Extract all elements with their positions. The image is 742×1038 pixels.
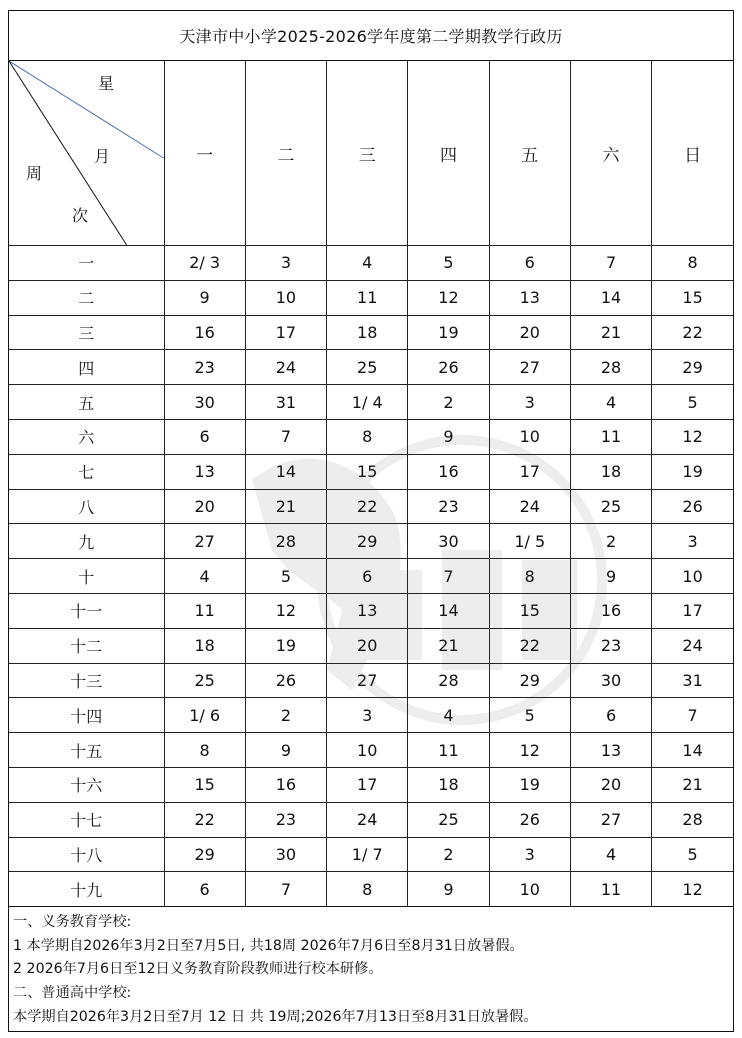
date-cell: 2: [570, 524, 651, 559]
date-cell: 10: [489, 872, 570, 907]
week-label: 八: [9, 489, 164, 524]
date-cell: 5: [489, 698, 570, 733]
date-cell: 29: [327, 524, 408, 559]
date-cell: 8: [164, 733, 245, 768]
date-cell: 12: [245, 593, 326, 628]
date-cell: 28: [408, 663, 489, 698]
date-cell: 9: [570, 559, 651, 594]
diagonal-header-cell: [9, 61, 164, 246]
date-cell: 14: [245, 454, 326, 489]
weekday-header: 四: [408, 61, 489, 246]
date-cell: 1/ 7: [327, 837, 408, 872]
date-cell: 6: [164, 419, 245, 454]
date-cell: 10: [245, 280, 326, 315]
date-cell: 7: [570, 246, 651, 281]
date-cell: 7: [652, 698, 733, 733]
date-cell: 12: [652, 419, 733, 454]
note-line: 一、义务教育学校:: [13, 914, 132, 931]
week-row: [9, 419, 733, 454]
week-row: [9, 489, 733, 524]
week-label: 十九: [9, 872, 164, 907]
date-cell: 3: [245, 246, 326, 281]
date-cell: 4: [327, 246, 408, 281]
corner-label-week: 周: [26, 164, 43, 183]
date-cell: 10: [652, 559, 733, 594]
date-cell: 18: [408, 767, 489, 802]
week-label: 九: [9, 524, 164, 559]
date-cell: 29: [652, 350, 733, 385]
date-cell: 20: [489, 315, 570, 350]
weekday-header: 六: [570, 61, 651, 246]
date-cell: 25: [164, 663, 245, 698]
date-cell: 14: [408, 593, 489, 628]
date-cell: 5: [408, 246, 489, 281]
date-cell: 11: [570, 419, 651, 454]
date-cell: 5: [652, 385, 733, 420]
date-cell: 26: [408, 350, 489, 385]
week-label: 四: [9, 350, 164, 385]
date-cell: 21: [245, 489, 326, 524]
week-row: [9, 246, 733, 281]
date-cell: 17: [652, 593, 733, 628]
date-cell: 7: [245, 419, 326, 454]
corner-label-ci: 次: [72, 206, 89, 225]
date-cell: 30: [570, 663, 651, 698]
date-cell: 4: [408, 698, 489, 733]
date-cell: 25: [408, 802, 489, 837]
week-label: 一: [9, 246, 164, 281]
weekday-header: 三: [327, 61, 408, 246]
date-cell: 9: [408, 419, 489, 454]
week-label: 十三: [9, 663, 164, 698]
corner-label-star: 星: [98, 74, 115, 93]
note-line: 1 本学期自2026年3月2日至7月5日, 共18周 2026年7月6日至8月31日放暑假。: [13, 937, 524, 954]
week-label: 五: [9, 385, 164, 420]
date-cell: 23: [245, 802, 326, 837]
date-cell: 19: [652, 454, 733, 489]
date-cell: 30: [408, 524, 489, 559]
date-cell: 24: [245, 350, 326, 385]
date-cell: 16: [570, 593, 651, 628]
date-cell: 6: [489, 246, 570, 281]
date-cell: 16: [245, 767, 326, 802]
date-cell: 11: [164, 593, 245, 628]
date-cell: 11: [327, 280, 408, 315]
week-label: 六: [9, 419, 164, 454]
note-line: 2 2026年7月6日至12日义务教育阶段教师进行校本研修。: [13, 961, 383, 978]
date-cell: 29: [489, 663, 570, 698]
date-cell: 12: [489, 733, 570, 768]
date-cell: 5: [245, 559, 326, 594]
date-cell: 15: [489, 593, 570, 628]
date-cell: 26: [245, 663, 326, 698]
date-cell: 29: [164, 837, 245, 872]
date-cell: 22: [489, 628, 570, 663]
date-cell: 3: [652, 524, 733, 559]
corner-label-month: 月: [94, 147, 111, 166]
week-label: 十四: [9, 698, 164, 733]
date-cell: 21: [570, 315, 651, 350]
date-cell: 17: [245, 315, 326, 350]
week-label: 十一: [9, 593, 164, 628]
date-cell: 4: [164, 559, 245, 594]
week-row: [9, 767, 733, 802]
date-cell: 24: [489, 489, 570, 524]
page-title: 天津市中小学2025-2026学年度第二学期教学行政历: [9, 11, 733, 61]
date-cell: 27: [570, 802, 651, 837]
week-label: 七: [9, 454, 164, 489]
date-cell: 9: [245, 733, 326, 768]
week-row: [9, 733, 733, 768]
date-cell: 14: [570, 280, 651, 315]
week-label: 十六: [9, 767, 164, 802]
date-cell: 2: [408, 837, 489, 872]
date-cell: 6: [570, 698, 651, 733]
date-cell: 30: [245, 837, 326, 872]
date-cell: 15: [164, 767, 245, 802]
date-cell: 1/ 5: [489, 524, 570, 559]
week-label: 十二: [9, 628, 164, 663]
date-cell: 6: [327, 559, 408, 594]
calendar-table: [9, 61, 733, 907]
date-cell: 23: [570, 628, 651, 663]
weekday-header: 二: [245, 61, 326, 246]
date-cell: 20: [327, 628, 408, 663]
date-cell: 20: [164, 489, 245, 524]
week-row: [9, 663, 733, 698]
date-cell: 16: [164, 315, 245, 350]
week-row: [9, 872, 733, 907]
date-cell: 4: [570, 385, 651, 420]
date-cell: 18: [570, 454, 651, 489]
date-cell: 31: [652, 663, 733, 698]
date-cell: 13: [327, 593, 408, 628]
date-cell: 13: [489, 280, 570, 315]
weekday-header: 五: [489, 61, 570, 246]
date-cell: 11: [408, 733, 489, 768]
date-cell: 17: [489, 454, 570, 489]
date-cell: 26: [489, 802, 570, 837]
notes-section: [9, 907, 733, 1029]
date-cell: 2: [245, 698, 326, 733]
week-row: [9, 628, 733, 663]
date-cell: 1/ 4: [327, 385, 408, 420]
date-cell: 13: [570, 733, 651, 768]
date-cell: 23: [408, 489, 489, 524]
date-cell: 19: [245, 628, 326, 663]
date-cell: 2/ 3: [164, 246, 245, 281]
date-cell: 15: [652, 280, 733, 315]
date-cell: 22: [164, 802, 245, 837]
week-label: 十: [9, 559, 164, 594]
date-cell: 3: [489, 837, 570, 872]
date-cell: 14: [652, 733, 733, 768]
week-row: [9, 454, 733, 489]
date-cell: 7: [408, 559, 489, 594]
date-cell: 23: [164, 350, 245, 385]
date-cell: 31: [245, 385, 326, 420]
date-cell: 13: [164, 454, 245, 489]
week-row: [9, 524, 733, 559]
date-cell: 27: [327, 663, 408, 698]
date-cell: 11: [570, 872, 651, 907]
date-cell: 18: [164, 628, 245, 663]
date-cell: 15: [327, 454, 408, 489]
date-cell: 19: [408, 315, 489, 350]
date-cell: 1/ 6: [164, 698, 245, 733]
date-cell: 8: [327, 872, 408, 907]
date-cell: 10: [489, 419, 570, 454]
date-cell: 5: [652, 837, 733, 872]
date-cell: 12: [652, 872, 733, 907]
week-row: [9, 385, 733, 420]
date-cell: 16: [408, 454, 489, 489]
date-cell: 22: [652, 315, 733, 350]
date-cell: 28: [245, 524, 326, 559]
date-cell: 25: [327, 350, 408, 385]
date-cell: 9: [164, 280, 245, 315]
date-cell: 12: [408, 280, 489, 315]
date-cell: 8: [652, 246, 733, 281]
date-cell: 17: [327, 767, 408, 802]
week-label: 十五: [9, 733, 164, 768]
week-row: [9, 837, 733, 872]
date-cell: 28: [652, 802, 733, 837]
date-cell: 28: [570, 350, 651, 385]
date-cell: 8: [327, 419, 408, 454]
date-cell: 26: [652, 489, 733, 524]
date-cell: 19: [489, 767, 570, 802]
date-cell: 7: [245, 872, 326, 907]
week-row: [9, 315, 733, 350]
date-cell: 8: [489, 559, 570, 594]
date-cell: 2: [408, 385, 489, 420]
date-cell: 3: [327, 698, 408, 733]
week-row: [9, 280, 733, 315]
date-cell: 24: [652, 628, 733, 663]
week-row: [9, 802, 733, 837]
week-row: [9, 593, 733, 628]
week-row: [9, 698, 733, 733]
date-cell: 18: [327, 315, 408, 350]
date-cell: 22: [327, 489, 408, 524]
week-label: 三: [9, 315, 164, 350]
date-cell: 10: [327, 733, 408, 768]
calendar-sheet: [8, 10, 734, 1032]
weekday-header: 日: [652, 61, 733, 246]
date-cell: 3: [489, 385, 570, 420]
week-row: [9, 559, 733, 594]
date-cell: 30: [164, 385, 245, 420]
date-cell: 9: [408, 872, 489, 907]
date-cell: 27: [164, 524, 245, 559]
date-cell: 21: [408, 628, 489, 663]
date-cell: 21: [652, 767, 733, 802]
week-row: [9, 350, 733, 385]
date-cell: 24: [327, 802, 408, 837]
weekday-header: 一: [164, 61, 245, 246]
week-label: 十八: [9, 837, 164, 872]
date-cell: 4: [570, 837, 651, 872]
header-row: [9, 61, 733, 246]
week-label: 二: [9, 280, 164, 315]
date-cell: 6: [164, 872, 245, 907]
note-line: 本学期自2026年3月2日至7月 12 日 共 19周;2026年7月13日至8月31日放暑假。: [13, 1008, 538, 1025]
date-cell: 27: [489, 350, 570, 385]
note-line: 二、普通高中学校:: [13, 984, 132, 1001]
date-cell: 20: [570, 767, 651, 802]
date-cell: 25: [570, 489, 651, 524]
week-label: 十七: [9, 802, 164, 837]
